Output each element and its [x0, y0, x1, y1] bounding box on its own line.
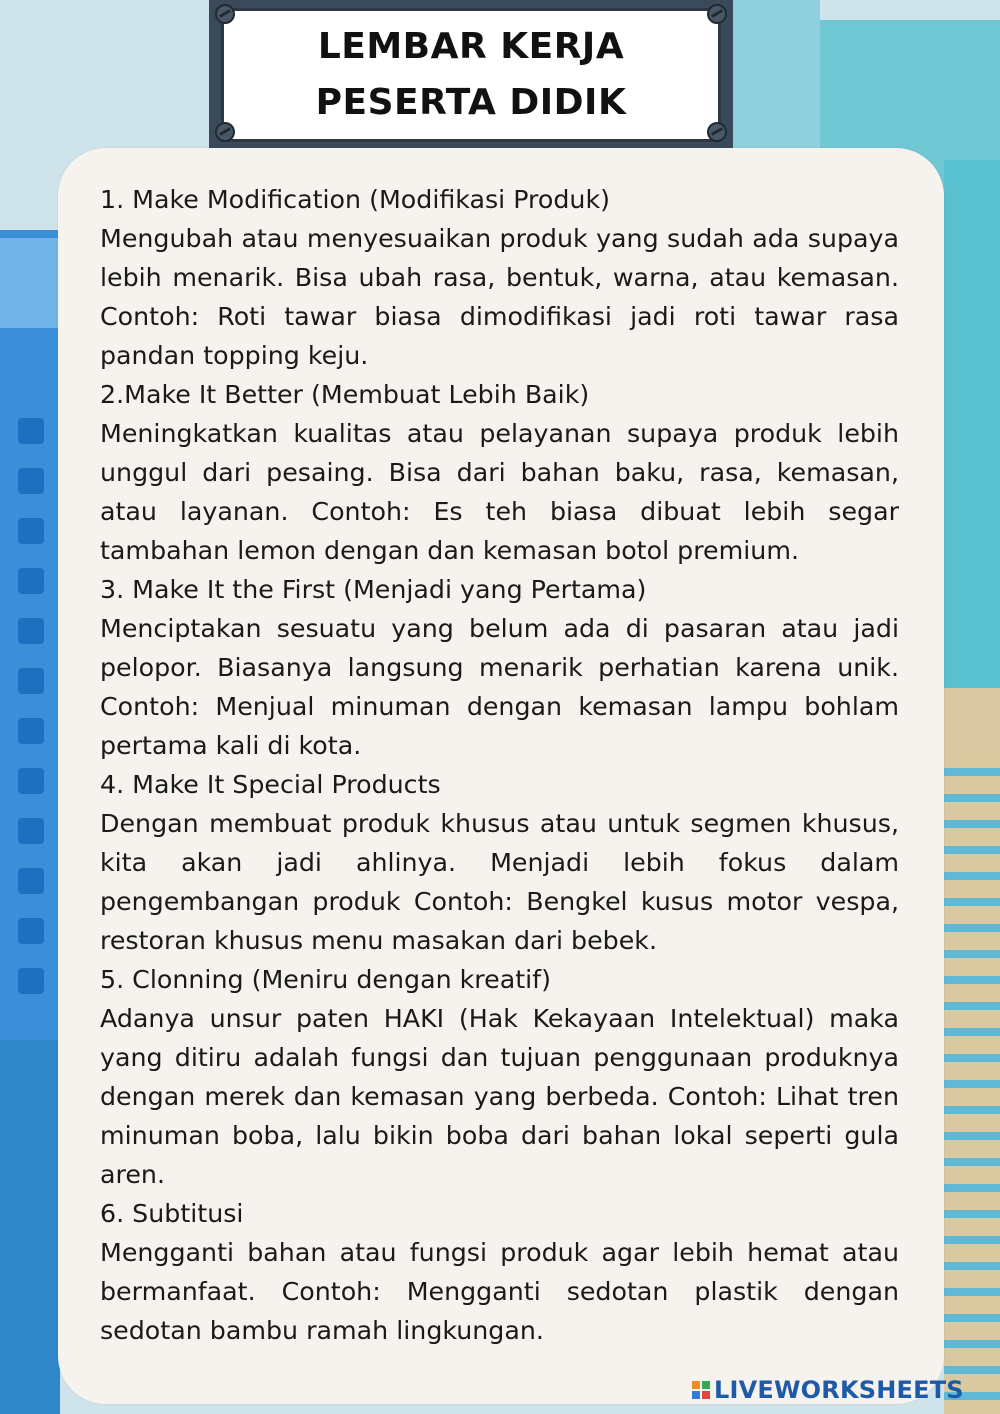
- window: [18, 918, 44, 944]
- window: [18, 968, 44, 994]
- section-4: [100, 765, 899, 960]
- window: [18, 518, 44, 544]
- window: [18, 768, 44, 794]
- section-body: Mengubah atau menyesuaikan produk yang sudah ada supaya lebih menarik. Bisa ubah rasa, bentuk, warna, atau kemasan. Contoh: Roti tawar biasa dimodifikasi jadi roti tawar rasa pandan topping keju.: [100, 224, 899, 370]
- screw-icon: [707, 122, 727, 142]
- window: [18, 418, 44, 444]
- page-title-line-2: PESERTA DIDIK: [315, 82, 627, 123]
- section-heading: 4. Make It Special Products: [100, 770, 441, 799]
- screw-icon: [215, 122, 235, 142]
- building-left-base: [0, 1040, 60, 1414]
- screw-icon: [215, 4, 235, 24]
- title-box: [221, 8, 721, 142]
- section-heading: 3. Make It the First (Menjadi yang Pertama): [100, 575, 647, 604]
- section-body: Mengganti bahan atau fungsi produk agar lebih hemat atau bermanfaat. Contoh: Mengganti sedotan plastik dengan sedotan bambu ramah lingkungan.: [100, 1238, 899, 1345]
- section-body: Menciptakan sesuatu yang belum ada di pasaran atau jadi pelopor. Biasanya langsung menarik perhatian karena unik. Contoh: Menjual minuman dengan kemasan lampu bohlam pertama kali di kota.: [100, 614, 899, 760]
- window: [18, 618, 44, 644]
- section-5: [100, 960, 899, 1194]
- section-3: [100, 570, 899, 765]
- screw-icon: [707, 4, 727, 24]
- window: [18, 718, 44, 744]
- liveworksheets-logo-text: LIVEWORKSHEETS: [714, 1376, 964, 1404]
- section-heading: 5. Clonning (Meniru dengan kreatif): [100, 965, 551, 994]
- window: [18, 818, 44, 844]
- title-plate: [209, 0, 733, 150]
- liveworksheets-logo-icon: [692, 1381, 710, 1399]
- liveworksheets-logo[interactable]: [692, 1374, 964, 1406]
- building-right-mid: [944, 160, 1000, 690]
- building-right-striped: [944, 748, 1000, 1414]
- building-left-top: [0, 238, 60, 328]
- page-title-line-1: LEMBAR KERJA: [317, 26, 625, 67]
- section-heading: 2.Make It Better (Membuat Lebih Baik): [100, 380, 590, 409]
- worksheet-content: [100, 180, 899, 1350]
- window: [18, 568, 44, 594]
- section-6: [100, 1194, 899, 1350]
- section-2: [100, 375, 899, 570]
- section-body: Dengan membuat produk khusus atau untuk segmen khusus, kita akan jadi ahlinya. Menjadi lebih fokus dalam pengembangan produk Contoh: Bengkel kusus motor vespa, restoran khusus menu masakan dari bebek.: [100, 809, 899, 955]
- section-1: [100, 180, 899, 375]
- section-heading: 6. Subtitusi: [100, 1199, 244, 1228]
- window: [18, 868, 44, 894]
- section-body: Adanya unsur paten HAKI (Hak Kekayaan Intelektual) maka yang ditiru adalah fungsi dan tujuan penggunaan produknya dengan merek dan kemasan yang berbeda. Contoh: Lihat tren minuman boba, lalu bikin boba dari bahan lokal seperti gula aren.: [100, 1004, 899, 1189]
- window: [18, 668, 44, 694]
- section-body: Meningkatkan kualitas atau pelayanan supaya produk lebih unggul dari pesaing. Bisa dari bahan baku, rasa, kemasan, atau layanan. Contoh: Es teh biasa dibuat lebih segar tambahan lemon dengan dan kemasan botol premium.: [100, 419, 899, 565]
- window: [18, 468, 44, 494]
- section-heading: 1. Make Modification (Modifikasi Produk): [100, 185, 610, 214]
- building-right-lower: [944, 688, 1000, 748]
